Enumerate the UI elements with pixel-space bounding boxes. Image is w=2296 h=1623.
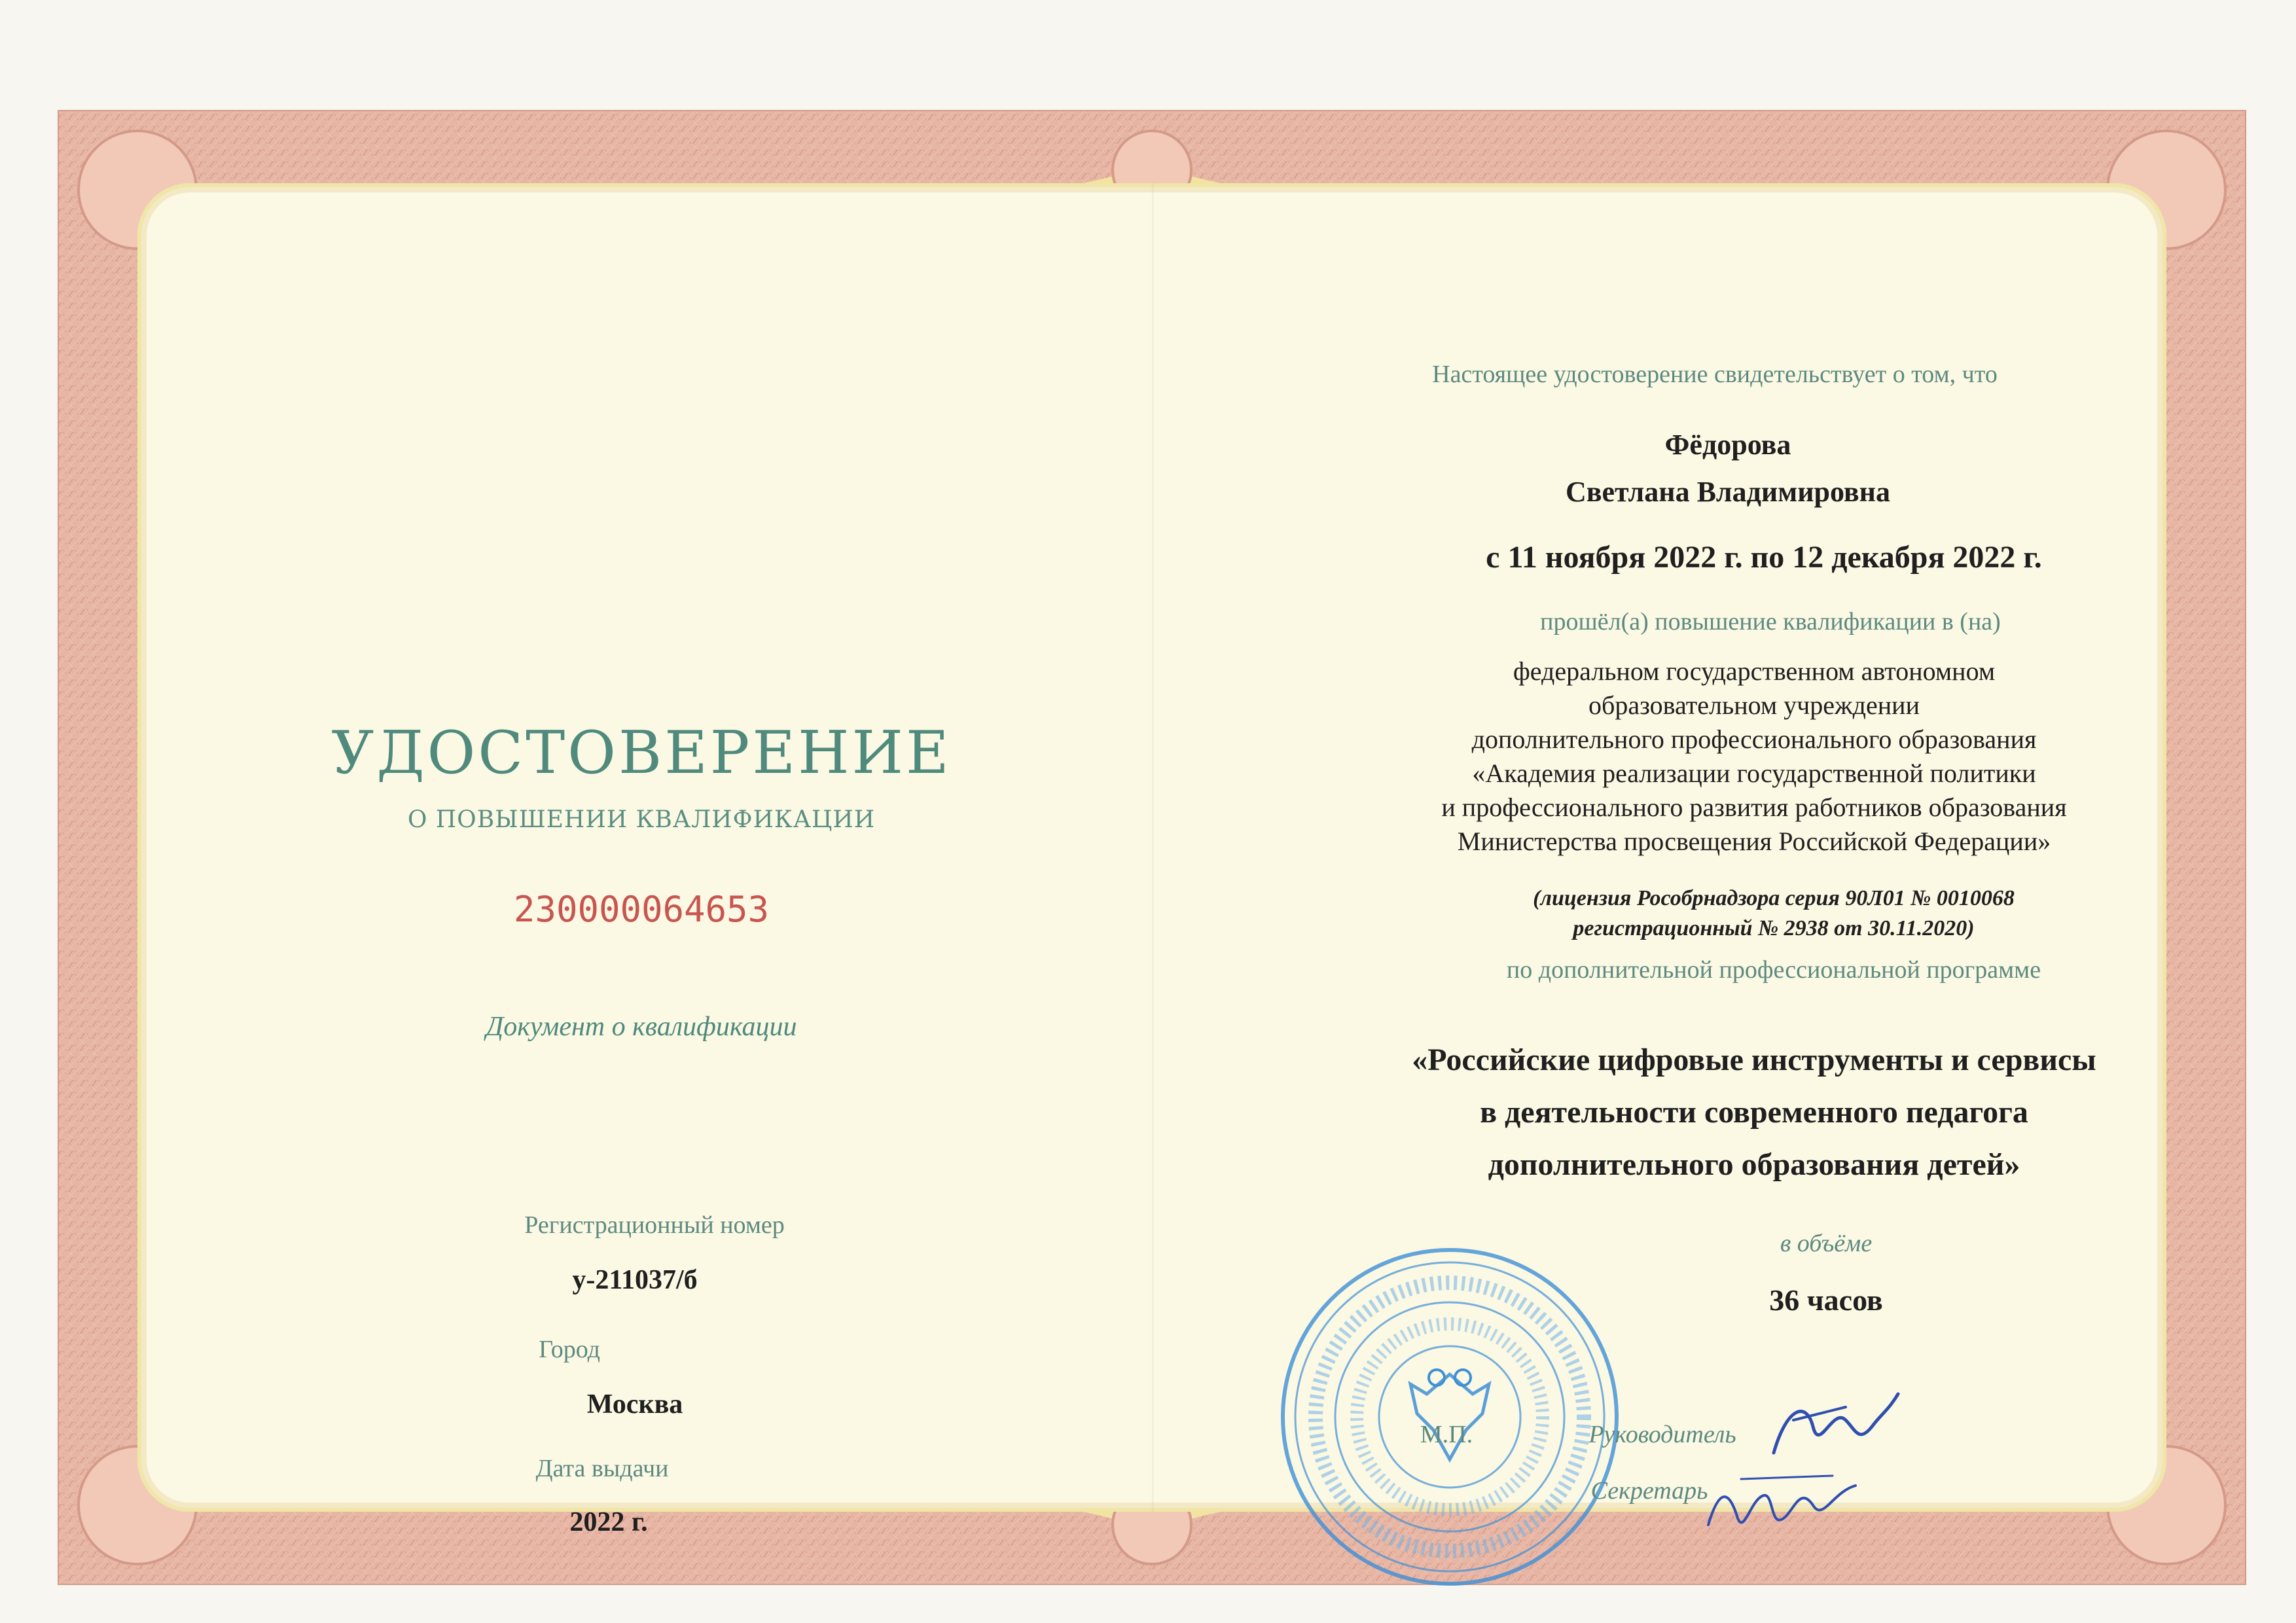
serial-number: 230000064653 [513, 889, 770, 930]
head-label: Руководитель [1588, 1421, 1736, 1448]
passed-text: прошёл(а) повышение квалификации в (на) [1540, 608, 2001, 635]
fold-line [1152, 183, 1155, 1512]
city-label: Город [539, 1336, 600, 1363]
official-seal [1276, 1243, 1623, 1590]
organization-line: и профессионального развития работников образования [1441, 793, 2067, 822]
document-type: Документ о квалификации [486, 1012, 797, 1042]
organization-line: федеральном государственном автономном [1513, 656, 1996, 686]
intro-text: Настоящее удостоверение свидетельствует о том, что [1432, 361, 1998, 388]
secretary-label: Секретарь [1590, 1477, 1708, 1505]
issue-date: 2022 г. [569, 1507, 648, 1537]
organization-line: «Академия реализации государственной политики [1472, 758, 2036, 788]
license-line: регистрационный № 2938 от 30.11.2020) [1573, 916, 1975, 940]
document-title: УДОСТОВЕРЕНИЕ [331, 719, 952, 787]
hours-value: 36 часов [1769, 1283, 1883, 1317]
organization-line: Министерства просвещения Российской Федерации» [1457, 827, 2051, 856]
head-signature [1767, 1381, 1911, 1472]
registration-number: у-211037/б [572, 1265, 698, 1295]
volume-label: в объёме [1780, 1230, 1873, 1257]
secretary-signature [1702, 1466, 1865, 1544]
city-value: Москва [586, 1389, 683, 1419]
program-title-line: дополнительного образования детей» [1488, 1147, 2020, 1182]
recipient-surname: Фёдорова [1664, 429, 1791, 461]
organization-line: образовательном учреждении [1588, 690, 1920, 720]
program-title-line: «Российские цифровые инструменты и сервисы [1412, 1043, 2096, 1077]
recipient-given-names: Светлана Владимировна [1565, 476, 1891, 508]
certificate [59, 111, 2245, 1584]
program-label: по дополнительной профессиональной программе [1506, 956, 2041, 984]
issue-date-label: Дата выдачи [535, 1455, 669, 1482]
stamp-label: М.П. [1420, 1421, 1473, 1448]
program-title-line: в деятельности современного педагога [1480, 1095, 2028, 1130]
organization-line: дополнительного профессионального образования [1471, 724, 2037, 754]
certificate-field [137, 183, 2166, 1537]
license-line: (лицензия Рособрнадзора серия 90Л01 № 0010068 [1533, 886, 2015, 910]
document-subtitle: О ПОВЫШЕНИИ КВАЛИФИКАЦИИ [407, 806, 876, 833]
training-period: с 11 ноября 2022 г. по 12 декабря 2022 г. [1486, 540, 2042, 575]
registration-label: Регистрационный номер [524, 1211, 785, 1239]
